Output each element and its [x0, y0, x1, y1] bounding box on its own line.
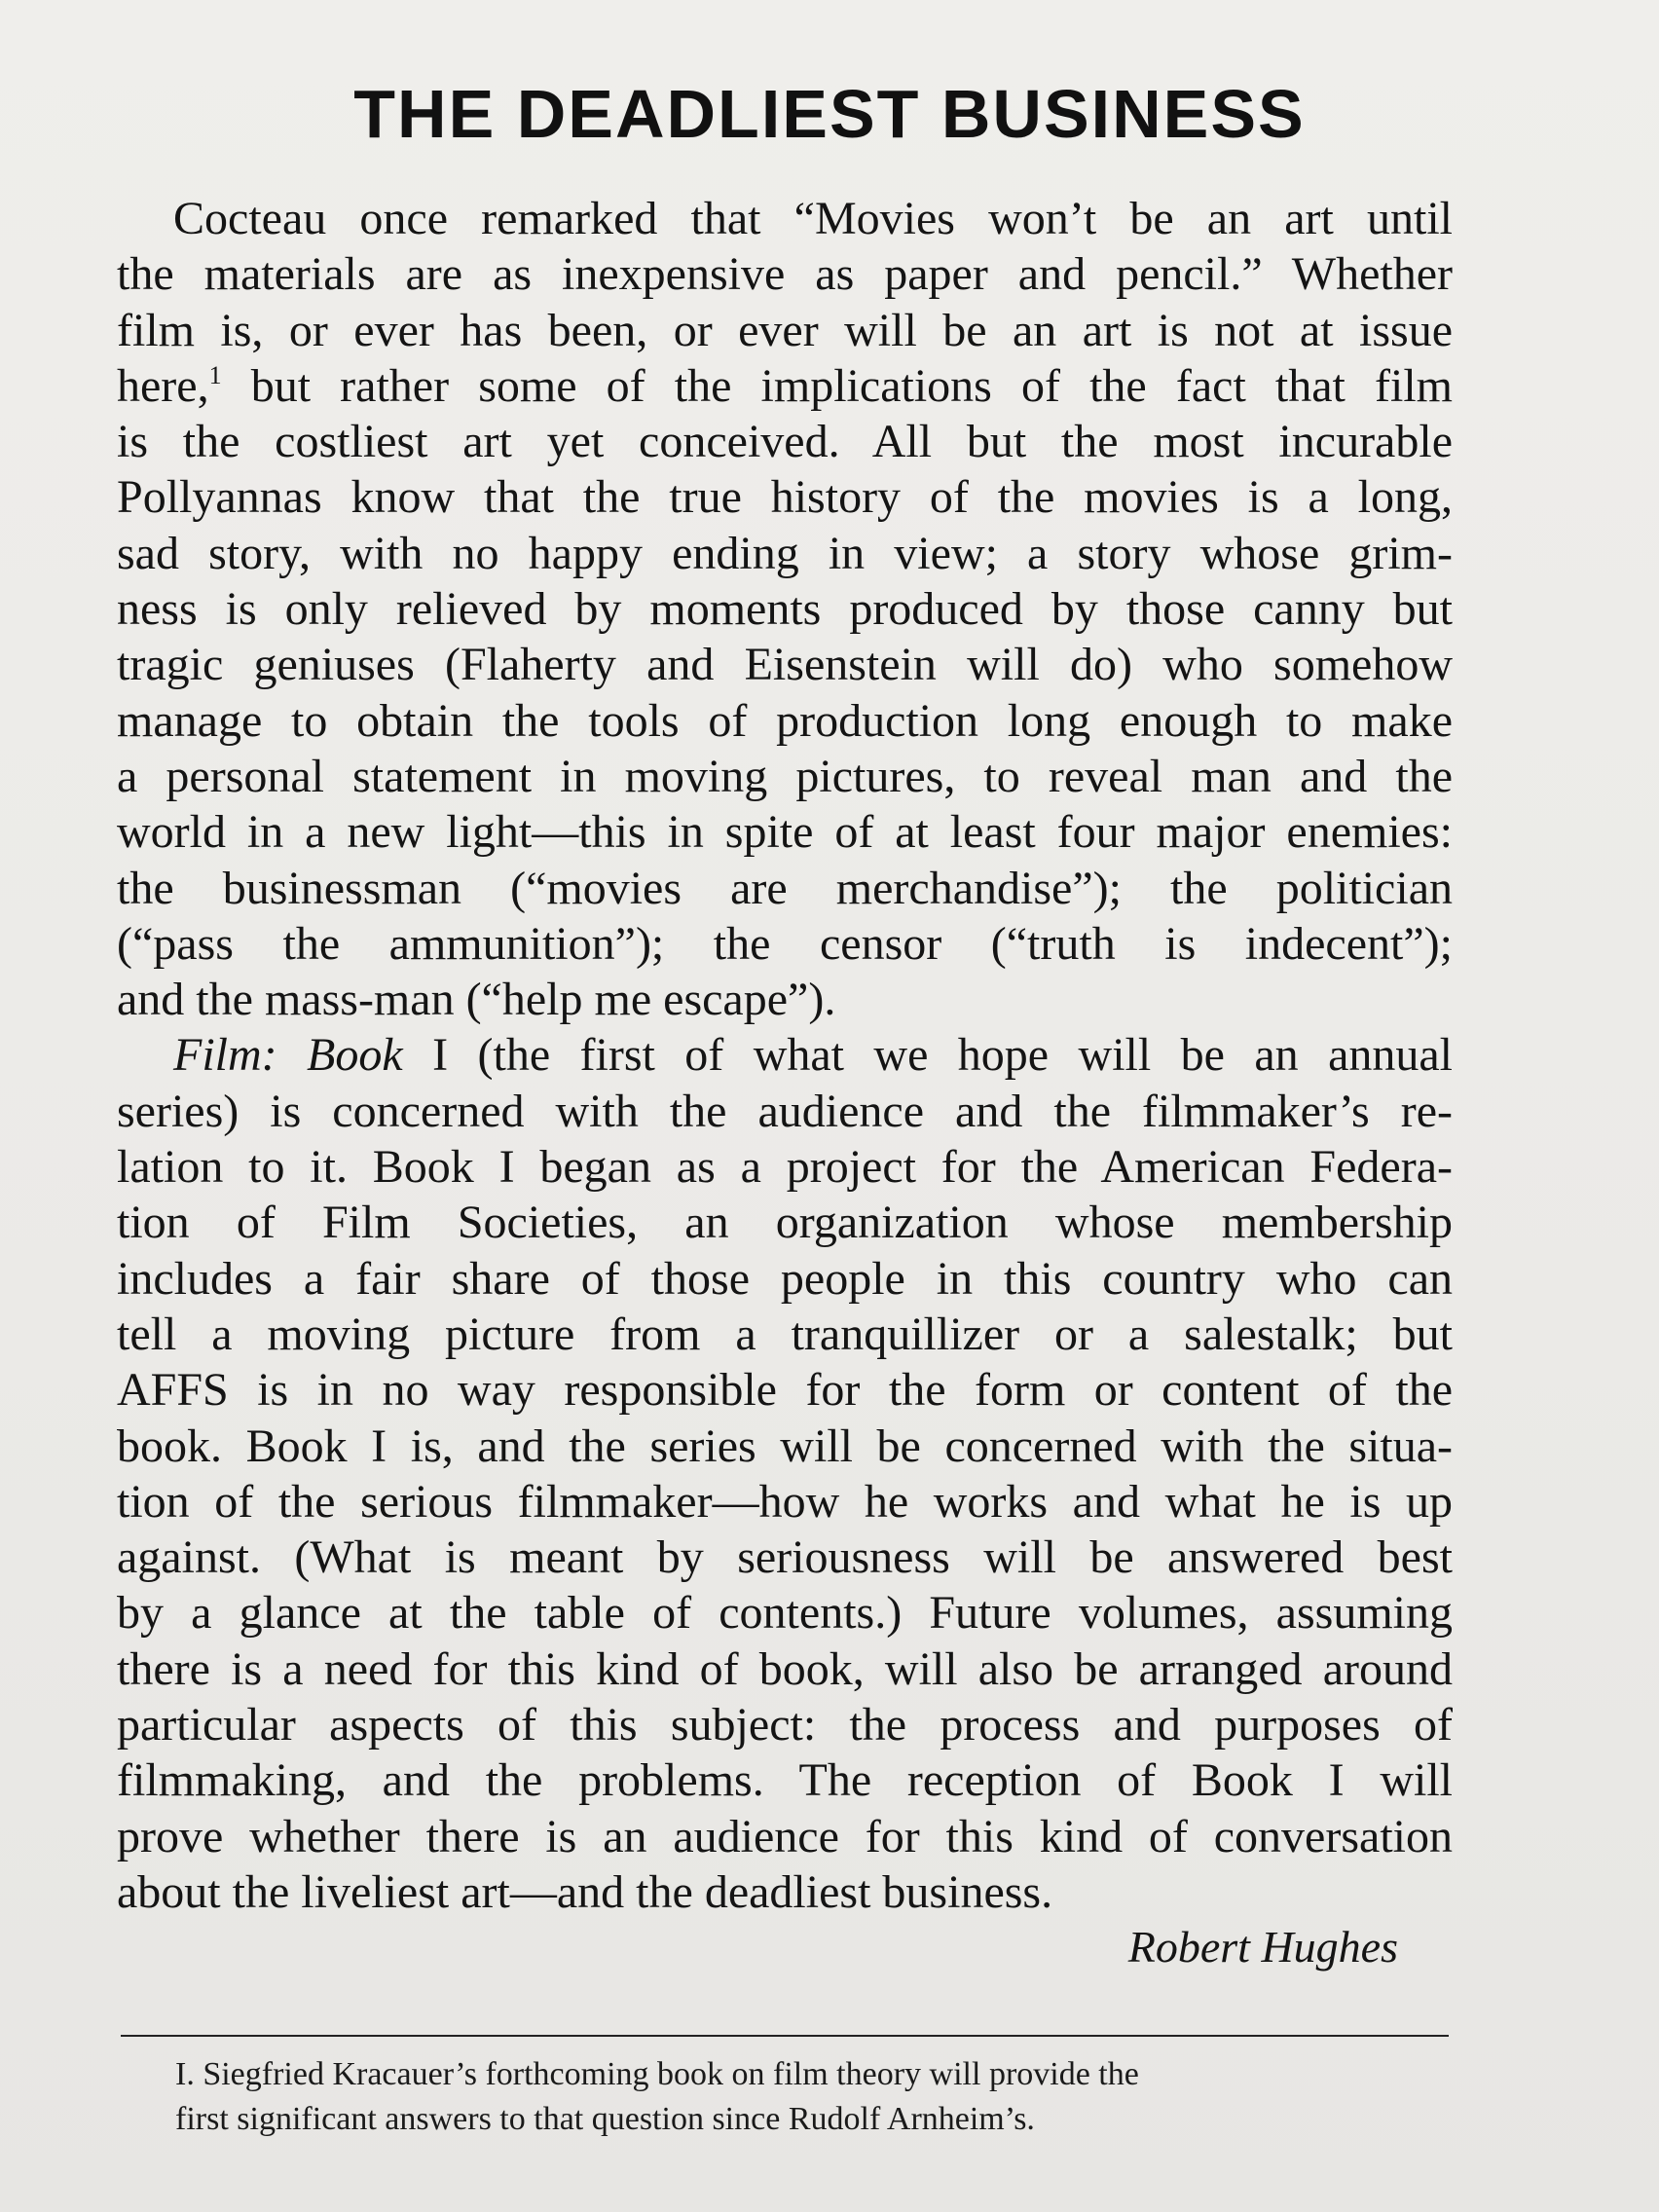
text-line: tion of Film Societies, an organization whose membership: [117, 1197, 1453, 1249]
text-line: against. (What is meant by seriousness will be answered best: [117, 1531, 1453, 1584]
text-line: tell a moving picture from a tranquillizer or a salestalk; but: [117, 1308, 1453, 1360]
text-line: Pollyannas know that the true history of the movies is a long,: [117, 471, 1453, 524]
text-line: AFFS is in no way responsible for the form or content of the: [117, 1364, 1453, 1417]
text-fragment: but rather some of the implications of the fact that film: [221, 359, 1453, 412]
footnote-divider: [121, 2035, 1449, 2037]
text-line: there is a need for this kind of book, will also be arranged around: [117, 1642, 1453, 1695]
body-text: [117, 191, 1453, 1920]
text-line: prove whether there is an audience for this kind of conversation: [117, 1810, 1453, 1862]
book-numeral: I: [402, 1029, 449, 1082]
text-line: film is, or ever has been, or ever will be an art is not at issue: [117, 304, 1453, 356]
text-line-with-footnote: [117, 358, 1453, 414]
text-line: world in a new light—this in spite of at least four major enemies:: [117, 806, 1453, 859]
footnote-line: I. Siegfried Kracauer’s forthcoming book on film theory will provide the: [175, 2056, 1139, 2092]
paragraph-1: [117, 191, 1453, 1027]
text-line: the businessman (“movies are merchandise”); the politician: [117, 862, 1453, 914]
text-line: particular aspects of this subject: the process and purposes of: [117, 1699, 1453, 1751]
text-line: by a glance at the table of contents.) Future volumes, assuming: [117, 1587, 1453, 1640]
book-title-italic: Film: Book: [173, 1029, 403, 1082]
text-line: book. Book I is, and the series will be concerned with the situa-: [117, 1419, 1453, 1472]
paragraph-2: [117, 1027, 1453, 1920]
text-line: ness is only relieved by moments produced by those canny but: [117, 583, 1453, 636]
text-line: series) is concerned with the audience and the filmmaker’s re-: [117, 1085, 1453, 1137]
text-fragment: (the first of what we hope will be an annual: [448, 1029, 1454, 1082]
footnote-marker: 1: [208, 360, 222, 389]
text-line: and the mass-man (“help me escape”).: [117, 974, 836, 1026]
text-line: manage to obtain the tools of production long enough to make: [117, 694, 1453, 747]
text-line: filmmaking, and the problems. The reception of Book I will: [117, 1754, 1453, 1807]
text-line: tragic geniuses (Flaherty and Eisenstein will do) who somehow: [117, 639, 1453, 691]
text-line: Cocteau once remarked that “Movies won’t be an art until: [173, 193, 1453, 244]
text-line: (“pass the ammunition”); the censor (“truth is indecent”);: [117, 917, 1453, 970]
footnote: [175, 2052, 1402, 2142]
text-line: tion of the serious filmmaker—how he works and what he is up: [117, 1475, 1453, 1528]
text-line: sad story, with no happy ending in view; a story whose grim-: [117, 527, 1453, 579]
text-line: a personal statement in moving pictures, to reveal man and the: [117, 750, 1453, 802]
text-line: lation to it. Book I began as a project for the American Federa-: [117, 1141, 1453, 1194]
author-signature: Robert Hughes: [1127, 1922, 1398, 1972]
text-line: includes a fair share of those people in this country who can: [117, 1252, 1453, 1305]
text-line-with-italic: [117, 1027, 1453, 1083]
text-line: is the costliest art yet conceived. All but the most incurable: [117, 416, 1453, 468]
text-fragment: here,: [117, 359, 209, 412]
text-line: the materials are as inexpensive as paper and pencil.” Whether: [117, 248, 1453, 301]
footnote-line: first significant answers to that question since Rudolf Arnheim’s.: [175, 2101, 1035, 2137]
page-title: THE DEADLIEST BUSINESS: [353, 76, 1306, 152]
text-line: about the liveliest art—and the deadliest business.: [117, 1865, 1053, 1918]
